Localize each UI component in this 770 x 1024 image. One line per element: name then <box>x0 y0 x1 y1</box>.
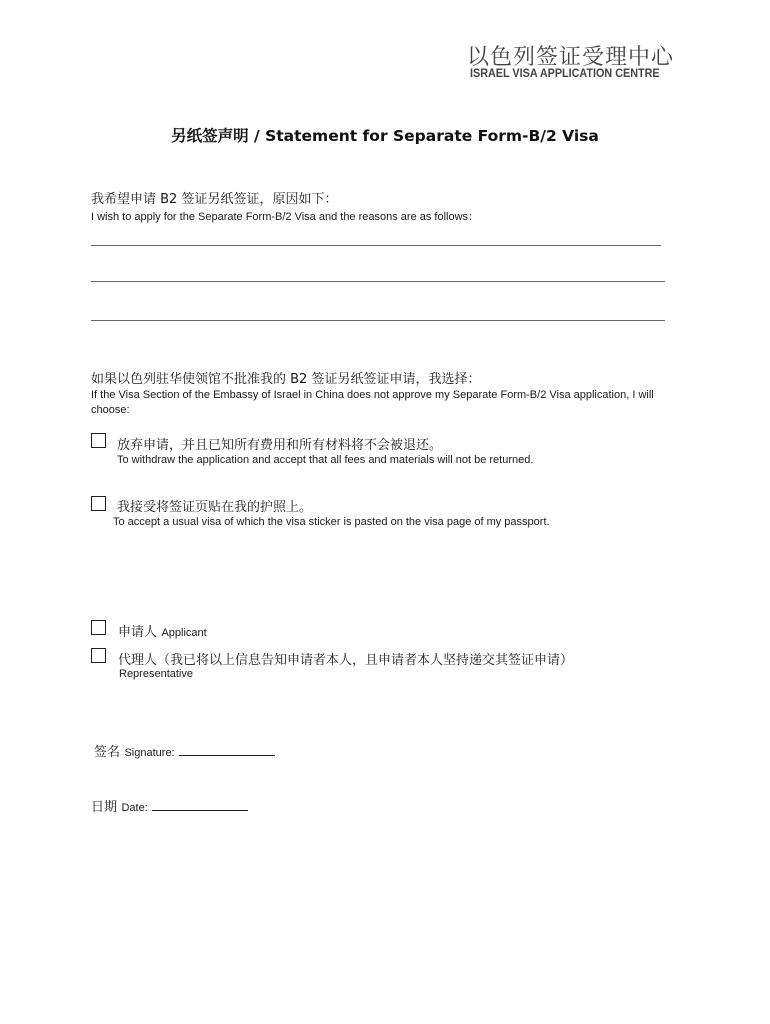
brand-english: ISRAEL VISA APPLICATION CENTRE <box>470 66 660 80</box>
option-accept-en: To accept a usual visa of which the visa sticker is pasted on the visa page of my passport. <box>113 516 550 528</box>
signature-label-en: Signature: <box>124 747 175 759</box>
signature-label-cn: 签名 <box>94 745 121 760</box>
brand-chinese: 以色列签证受理中心 <box>467 45 675 70</box>
applicant-label-en: Applicant <box>161 627 207 639</box>
option-withdraw-en: To withdraw the application and accept that all fees and materials will not be returned. <box>117 454 534 466</box>
date-label-en: Date: <box>121 802 148 814</box>
reason-line-1[interactable] <box>91 245 661 246</box>
choice-label-en: If the Visa Section of the Embassy of Israel in China does not approve my Separate Form-B/2 Visa application, I will choose: <box>91 389 654 416</box>
accept-visa-checkbox[interactable] <box>91 496 106 511</box>
reasons-label-cn: 我希望申请 B2 签证另纸签证，原因如下： <box>91 192 338 207</box>
option-withdraw-cn: 放弃申请，并且已知所有费用和所有材料将不会被退还。 <box>117 438 443 453</box>
reason-line-2[interactable] <box>91 281 665 282</box>
date-row <box>91 796 248 816</box>
page-title: 另纸签声明 / Statement for Separate Form-B/2 Visa <box>171 127 599 145</box>
applicant-label-cn: 申请人 <box>118 625 158 640</box>
representative-label-cn: 代理人（我已将以上信息告知申请者本人，且申请者本人坚持递交其签证申请） <box>118 653 574 668</box>
applicant-checkbox[interactable] <box>91 620 106 635</box>
signature-field[interactable] <box>179 745 275 756</box>
withdraw-checkbox[interactable] <box>91 433 106 448</box>
applicant-label <box>118 621 207 641</box>
choice-label-cn: 如果以色列驻华使领馆不批准我的 B2 签证另纸签证申请，我选择： <box>91 372 481 387</box>
representative-checkbox[interactable] <box>91 648 106 663</box>
reasons-label-en: I wish to apply for the Separate Form-B/2 Visa and the reasons are as follows： <box>91 211 480 223</box>
date-label-cn: 日期 <box>91 800 118 815</box>
date-field[interactable] <box>152 800 248 811</box>
signature-row <box>94 741 275 761</box>
representative-label-en: Representative <box>119 668 193 680</box>
reason-line-3[interactable] <box>91 320 665 321</box>
option-accept-cn: 我接受将签证页贴在我的护照上。 <box>117 500 313 515</box>
